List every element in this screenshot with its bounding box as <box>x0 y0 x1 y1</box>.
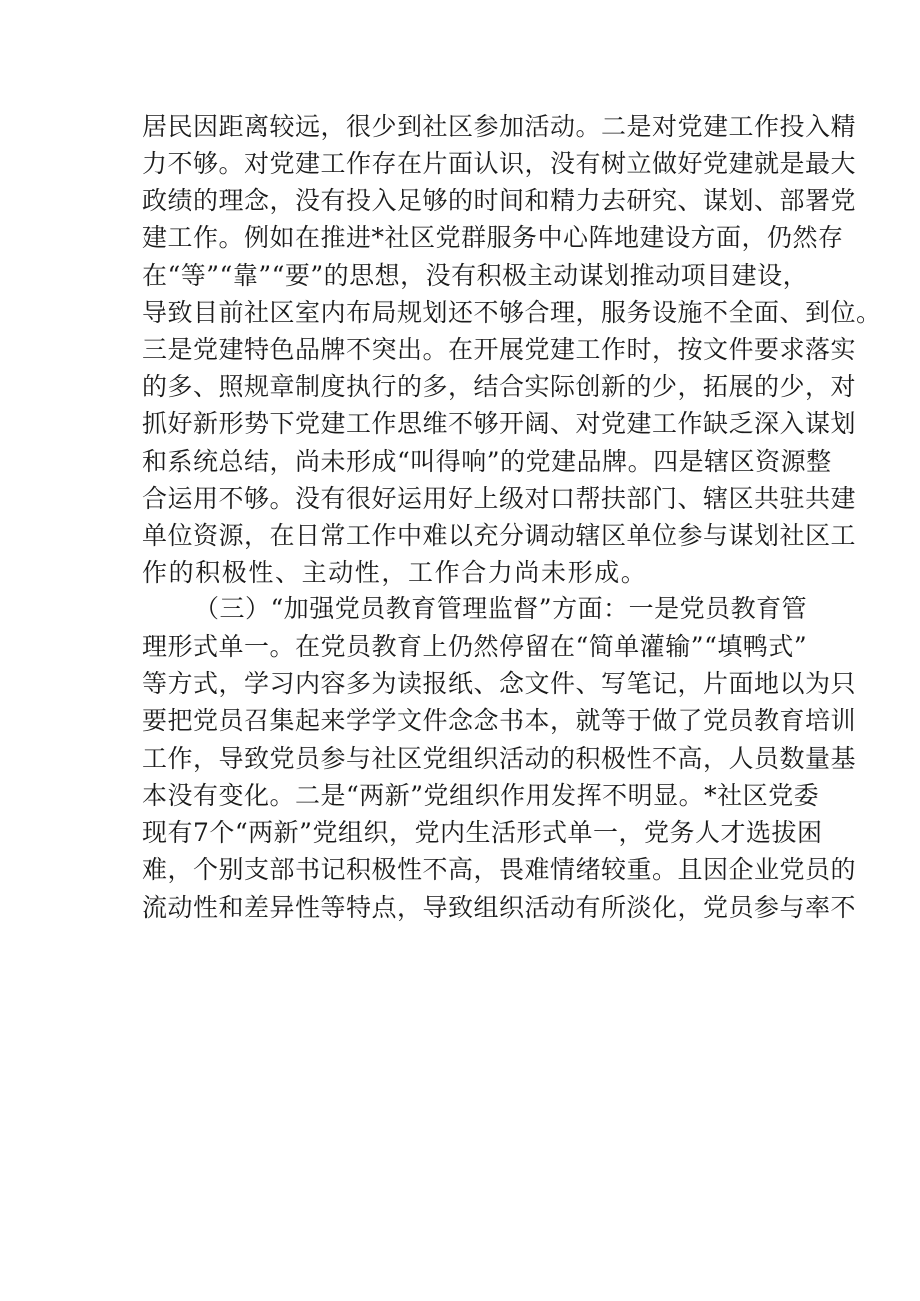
text-line: 抓好新形势下党建工作思维不够开阔、对党建工作缺乏深入谋划 <box>142 409 857 438</box>
text-line: 政绩的理念，没有投入足够的时间和精力去研究、谋划、部署党 <box>142 186 857 215</box>
text-line: 在“等”“靠”“要”的思想，没有积极主动谋划推动项目建设， <box>142 261 809 290</box>
text-line: 居民因距离较远，很少到社区参加活动。二是对党建工作投入精 <box>142 112 857 141</box>
text-line: 和系统总结，尚未形成“叫得响”的党建品牌。四是辖区资源整 <box>142 447 832 476</box>
section-heading-line: （三）“加强党员教育管理监督”方面：一是党员教育管 <box>194 594 808 623</box>
text-line: 本没有变化。二是“两新”党组织作用发挥不明显。*社区党委 <box>142 781 820 810</box>
text-line: 三是党建特色品牌不突出。在开展党建工作时，按文件要求落实 <box>142 335 857 364</box>
text-line: 导致目前社区室内布局规划还不够合理，服务设施不全面、到位。 <box>142 298 882 327</box>
text-line: 作的积极性、主动性，工作合力尚未形成。 <box>142 558 648 587</box>
text-line: 合运用不够。没有很好运用好上级对口帮扶部门、辖区共驻共建 <box>142 484 857 513</box>
text-line: 建工作。例如在推进*社区党群服务中心阵地建设方面，仍然存 <box>142 223 844 252</box>
text-line: 难，个别支部书记积极性不高，畏难情绪较重。且因企业党员的 <box>142 855 857 884</box>
text-line: 现有7个“两新”党组织，党内生活形式单一，党务人才选拔困 <box>142 818 823 847</box>
text-line: 的多、照规章制度执行的多，结合实际创新的少，拓展的少，对 <box>142 372 857 401</box>
text-line: 等方式，学习内容多为读报纸、念文件、写笔记，片面地以为只 <box>142 669 857 698</box>
text-line: 流动性和差异性等特点，导致组织活动有所淡化，党员参与率不 <box>142 893 857 922</box>
text-line: 单位资源，在日常工作中难以充分调动辖区单位参与谋划社区工 <box>142 521 857 550</box>
text-line: 力不够。对党建工作存在片面认识，没有树立做好党建就是最大 <box>142 149 857 178</box>
text-line: 工作，导致党员参与社区党组织活动的积极性不高，人员数量基 <box>142 744 857 773</box>
text-line: 理形式单一。在党员教育上仍然停留在“简单灌输”“填鸭式” <box>142 632 808 661</box>
text-line: 要把党员召集起来学学文件念念书本，就等于做了党员教育培训 <box>142 706 857 735</box>
